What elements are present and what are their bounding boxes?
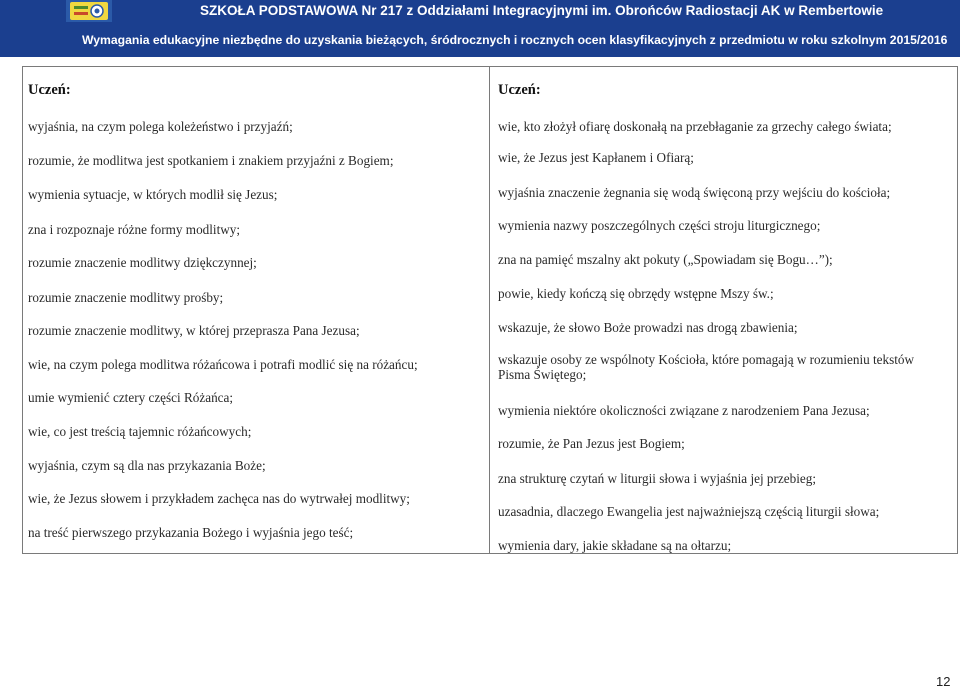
right-column-heading: Uczeń: (498, 82, 541, 98)
list-item: wyjaśnia znaczenie żegnania się wodą święconą przy wejściu do kościoła; (498, 185, 891, 200)
list-item: zna i rozpoznaje różne formy modlitwy; (28, 222, 241, 237)
header-title: SZKOŁA PODSTAWOWA Nr 217 z Oddziałami Integracyjnymi im. Obrońców Radiostacji AK w Rembertowie (200, 3, 884, 18)
list-item: wie, że Jezus słowem i przykładem zachęca nas do wytrwałej modlitwy; (28, 491, 410, 506)
list-item: wskazuje, że słowo Boże prowadzi nas drogą zbawienia; (498, 320, 798, 335)
header-subtitle: Wymagania edukacyjne niezbędne do uzyskania bieżących, śródrocznych i rocznych ocen klasyfikacyjnych z przedmiotu w roku szkolnym 2015/2016 (82, 33, 948, 47)
list-item: wie, na czym polega modlitwa różańcowa i potrafi modlić się na różańcu; (28, 357, 418, 372)
page-number: 12 (936, 674, 951, 689)
list-item: umie wymienić cztery części Różańca; (28, 390, 234, 405)
list-item: wymienia dary, jakie składane są na ołtarzu; (498, 538, 732, 553)
list-item: wie, co jest treścią tajemnic różańcowych; (28, 424, 252, 439)
page-header (0, 0, 960, 57)
list-item: na treść pierwszego przykazania Bożego i wyjaśnia jego teść; (28, 525, 354, 540)
list-item: uzasadnia, dlaczego Ewangelia jest najważniejszą częścią liturgii słowa; (498, 504, 880, 519)
left-column (23, 67, 490, 553)
list-item: zna strukturę czytań w liturgii słowa i wyjaśnia jej przebieg; (498, 471, 816, 486)
list-item: wie, kto złożył ofiarę doskonałą na przebłaganie za grzechy całego świata; (498, 119, 892, 134)
list-item: wskazuje osoby ze wspólnoty Kościoła, które pomagają w rozumieniu tekstów Pisma Świętego; (498, 352, 915, 382)
list-item: rozumie znaczenie modlitwy prośby; (28, 290, 224, 305)
list-item: wymienia sytuacje, w których modlił się Jezus; (28, 187, 278, 202)
requirements-table (22, 66, 958, 554)
list-item: wymienia niektóre okoliczności związane z narodzeniem Pana Jezusa; (498, 403, 870, 418)
list-item: wyjaśnia, na czym polega koleżeństwo i przyjaźń; (28, 119, 293, 134)
list-item: rozumie, że Pan Jezus jest Bogiem; (498, 436, 685, 451)
list-item: zna na pamięć mszalny akt pokuty („Spowiadam się Bogu…”); (498, 252, 833, 267)
left-column-heading: Uczeń: (28, 82, 71, 98)
right-column (490, 67, 957, 553)
list-item: rozumie znaczenie modlitwy dziękczynnej; (28, 255, 257, 270)
list-item: powie, kiedy kończą się obrzędy wstępne Mszy św.; (498, 286, 774, 301)
school-logo-icon (66, 0, 112, 22)
list-item: rozumie, że modlitwa jest spotkaniem i znakiem przyjaźni z Bogiem; (28, 153, 394, 168)
list-item: rozumie znaczenie modlitwy, w której przeprasza Pana Jezusa; (28, 323, 360, 338)
list-item: wyjaśnia, czym są dla nas przykazania Boże; (28, 458, 266, 473)
list-item: wie, że Jezus jest Kapłanem i Ofiarą; (498, 150, 694, 165)
list-item: wymienia nazwy poszczególnych części stroju liturgicznego; (498, 218, 821, 233)
